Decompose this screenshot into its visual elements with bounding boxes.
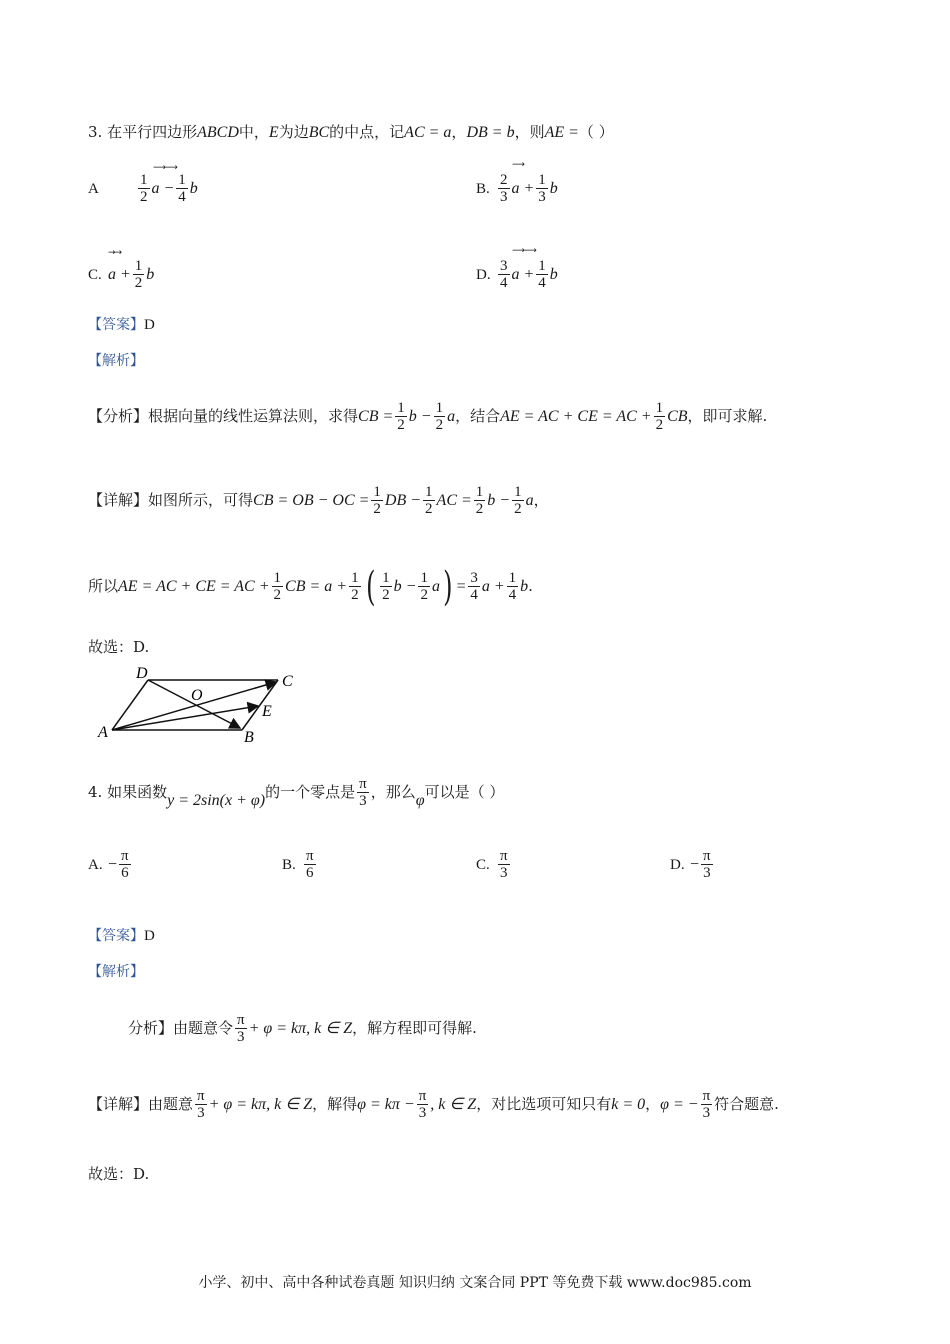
fraction: $\frac{1}{2}$ bbox=[425, 484, 433, 517]
q4-detail: 【详解】由题意 $\frac{\pi}{3}$ + φ = kπ, k ∈ Z，解得φ = kπ − $\frac{\pi}{3}$ , k ∈ Z，对比选项可知只有k = 0，φ = − $\frac{\pi}{3}$ 符合题意. bbox=[88, 1088, 779, 1121]
edge-bc bbox=[242, 680, 278, 730]
fraction: $\frac{\pi}{3}$ bbox=[359, 776, 367, 809]
q4-analysis-tag: 【解析】 bbox=[88, 964, 144, 980]
vector-arrows: ⟶⟶ bbox=[153, 163, 177, 173]
q4-option-d: D. − $\frac{\pi}{3}$ bbox=[670, 848, 711, 881]
fraction: $\frac{\pi}{6}$ bbox=[306, 848, 314, 881]
q3-option-b: B. $\frac{2}{3}$ a + $\frac{1}{3}$ b bbox=[476, 172, 558, 205]
fraction: $\frac{1}{4}$ bbox=[178, 172, 186, 205]
fraction: $\frac{1}{2}$ bbox=[140, 172, 148, 205]
q4-answer: 【答案】D bbox=[88, 928, 155, 944]
fraction: $\frac{\pi}{3}$ bbox=[197, 1088, 205, 1121]
fraction: $\frac{1}{2}$ bbox=[373, 484, 381, 517]
fraction: $\frac{1}{2}$ bbox=[134, 258, 143, 291]
q4-option-b: B. $\frac{\pi}{6}$ bbox=[282, 848, 314, 881]
fraction: $\frac{1}{2}$ bbox=[273, 570, 282, 603]
edge-ad bbox=[112, 680, 148, 730]
q3-option-d: D. $\frac{3}{4}$ a + $\frac{1}{4}$ b bbox=[476, 258, 558, 291]
q3-option-c: C. a + $\frac{1}{2}$ b bbox=[88, 258, 155, 291]
q4-stem: 4. 如果函数y = 2sin(x + φ)的一个零点是 $\frac{\pi}{3}$ ，那么φ可以是（ ） bbox=[88, 776, 505, 809]
q4-fenxi: 分析】由题意令 $\frac{\pi}{3}$ + φ = kπ, k ∈ Z，解方程即可得解. bbox=[128, 1012, 477, 1045]
fraction: $\frac{1}{2}$ bbox=[420, 570, 428, 603]
q3-fenxi: 【分析】根据向量的线性运算法则，求得CB = $\frac{1}{2}$ b − $\frac{1}{2}$ a，结合AE = AC + CE = AC + $\frac{1}{2}$ CB，即可求解. bbox=[88, 400, 768, 433]
fraction: $\frac{\pi}{3}$ bbox=[702, 1088, 711, 1121]
fraction: $\frac{1}{2}$ bbox=[475, 484, 484, 517]
q3-detail: 【详解】如图所示，可得CB = OB − OC = $\frac{1}{2}$ DB − $\frac{1}{2}$ AC = $\frac{1}{2}$ b − $\frac{1}{2}$ a， bbox=[88, 484, 549, 517]
q3-choice: 故选：D. bbox=[88, 638, 150, 656]
q4-option-a: A. − $\frac{\pi}{6}$ bbox=[88, 848, 129, 881]
vector-arrows: ⟶⟶ bbox=[512, 246, 536, 256]
q3-stem: 3. 在平行四边形ABCD中，E为边BC的中点，记AC = a，DB = b，则AE =（ ） bbox=[88, 123, 614, 141]
fraction: $\frac{1}{2}$ bbox=[382, 570, 390, 603]
label-e: E bbox=[262, 703, 272, 720]
q4-choice: 故选：D. bbox=[88, 1165, 150, 1183]
label-b: B bbox=[244, 729, 254, 746]
vector-arrows: →→ bbox=[108, 248, 122, 258]
q3-therefore: 所以AE = AC + CE = AC + $\frac{1}{2}$ CB = a + $\frac{1}{2}$ ( $\frac{1}{2}$ b − $\frac{1}{2}$ a) = $\frac{3}{4}$ a + $\frac{1}{4}$ b. bbox=[88, 564, 533, 610]
parallelogram-figure bbox=[96, 662, 306, 748]
q3-analysis-tag: 【解析】 bbox=[88, 353, 144, 369]
fraction: $\frac{3}{4}$ bbox=[500, 258, 508, 291]
fraction: $\frac{\pi}{3}$ bbox=[237, 1012, 245, 1045]
vector-arrows: ⟶ bbox=[512, 160, 524, 170]
label-d: D bbox=[136, 665, 148, 682]
fraction: $\frac{\pi}{3}$ bbox=[418, 1088, 427, 1121]
fraction: $\frac{2}{3}$ bbox=[500, 172, 508, 205]
fraction: $\frac{\pi}{3}$ bbox=[703, 848, 711, 881]
q4-option-c: C. $\frac{\pi}{3}$ bbox=[476, 848, 508, 881]
q3-option-a: A $\frac{1}{2}$ a − $\frac{1}{4}$ b bbox=[88, 172, 198, 205]
fraction: $\frac{1}{3}$ bbox=[538, 172, 546, 205]
fraction: $\frac{1}{2}$ bbox=[435, 400, 444, 433]
label-c: C bbox=[282, 673, 293, 690]
q3-answer: 【答案】D bbox=[88, 317, 155, 333]
fraction: $\frac{3}{4}$ bbox=[470, 570, 478, 603]
fraction: $\frac{1}{2}$ bbox=[351, 570, 359, 603]
fraction: $\frac{1}{2}$ bbox=[655, 400, 664, 433]
label-a: A bbox=[98, 724, 108, 741]
fraction: $\frac{\pi}{3}$ bbox=[500, 848, 508, 881]
label-o: O bbox=[191, 687, 203, 704]
fraction: $\frac{\pi}{6}$ bbox=[121, 848, 129, 881]
fraction: $\frac{1}{4}$ bbox=[508, 570, 517, 603]
fraction: $\frac{1}{4}$ bbox=[538, 258, 546, 291]
fraction: $\frac{1}{2}$ bbox=[514, 484, 522, 517]
fraction: $\frac{1}{2}$ bbox=[397, 400, 405, 433]
page-footer: 小学、初中、高中各种试卷真题 知识归纳 文案合同 PPT 等免费下载 www.doc985.com bbox=[198, 1275, 752, 1291]
